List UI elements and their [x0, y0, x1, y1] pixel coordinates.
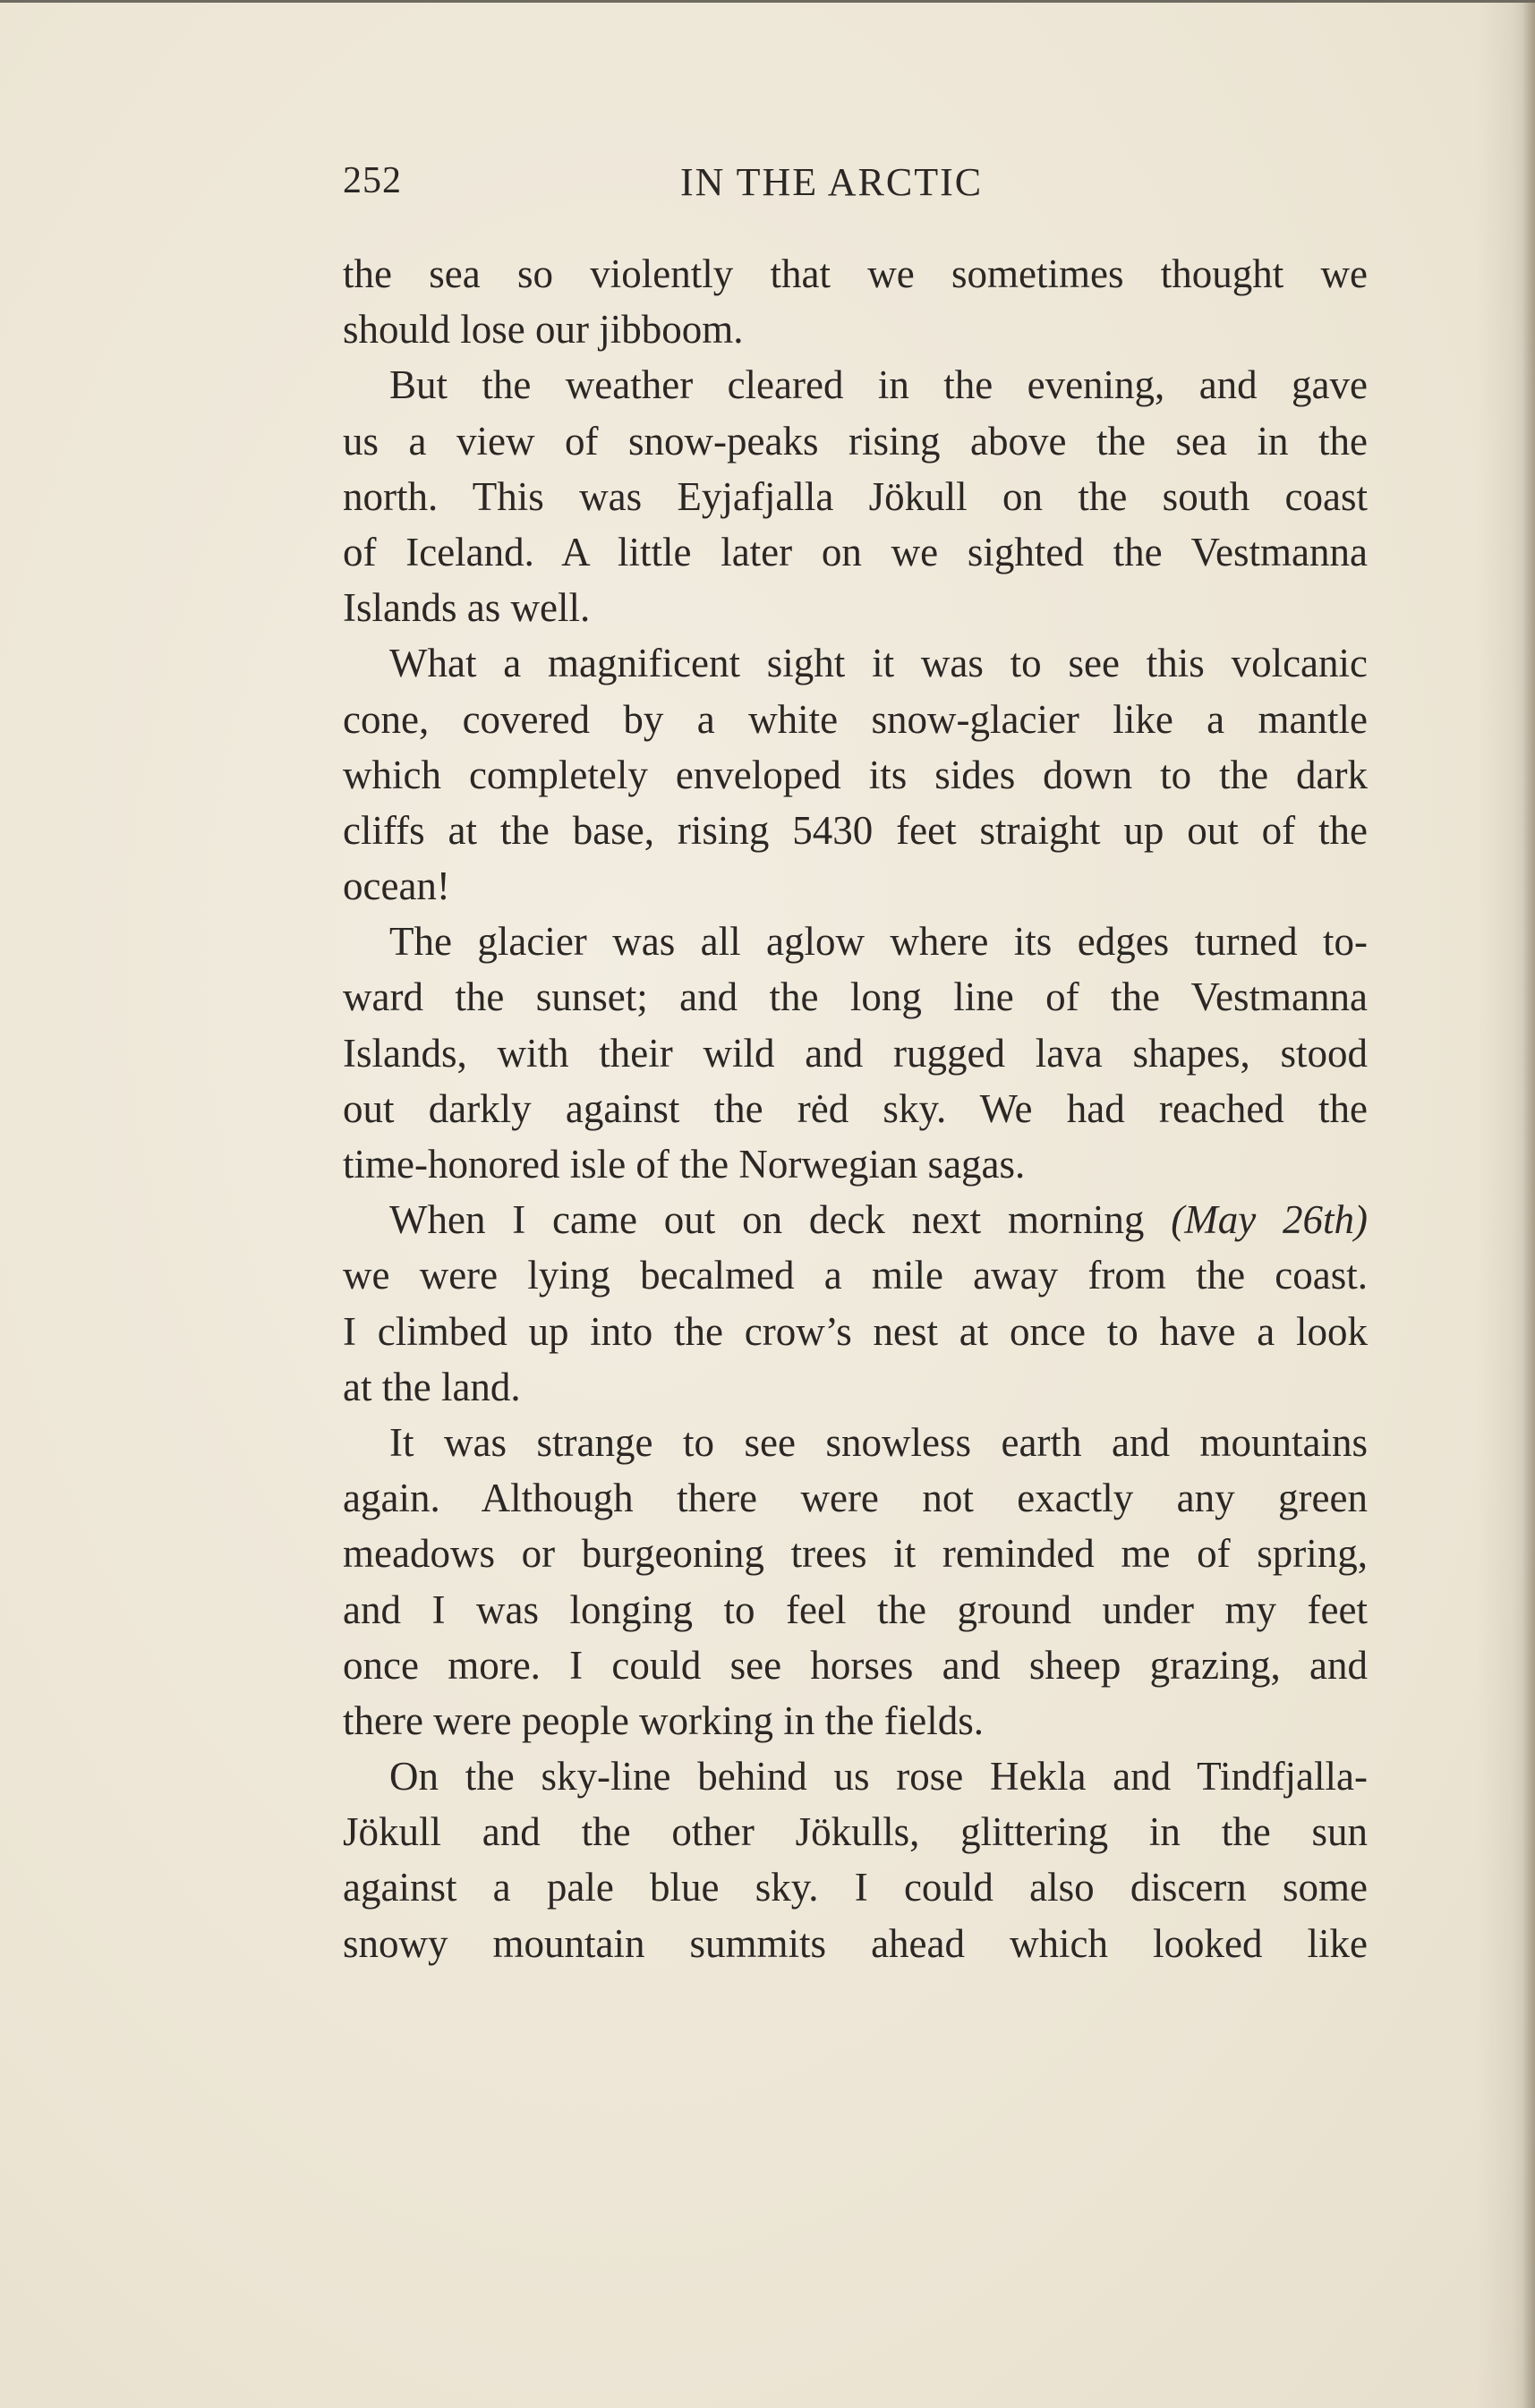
text-line: time-honored isle of the Norwegian sagas. [343, 1142, 1026, 1187]
text-line: us a view of snow-peaks rising above the sea in the [343, 418, 1368, 464]
text-line-with-date [343, 1192, 1368, 1247]
text-line: cliffs at the base, rising 5430 feet straight up out of the [343, 807, 1368, 853]
text-line: The glacier was all aglow where its edges turned to- [389, 919, 1368, 965]
text-line: should lose our jibboom. [343, 307, 744, 353]
running-head [343, 159, 1368, 222]
text-line: and I was longing to feel the ground under my feet [343, 1587, 1368, 1632]
text-line: again. Although there were not exactly any green [343, 1476, 1368, 1521]
text-line: we were lying becalmed a mile away from the coast. [343, 1253, 1368, 1298]
text-line: meadows or burgeoning trees it reminded me of spring, [343, 1531, 1368, 1577]
page-gutter-shadow [1522, 0, 1535, 2408]
text-line: north. This was Eyjafjalla Jökull on the south coast [343, 473, 1368, 519]
text-line: Jökull and the other Jökulls, glittering in the sun [343, 1809, 1368, 1855]
text-line: which completely enveloped its sides down to the dark [343, 752, 1368, 797]
text-line: of Iceland. A little later on we sighted the Vestmanna [343, 529, 1368, 574]
text-line: against a pale blue sky. I could also discern some [343, 1865, 1368, 1910]
text-line: ocean! [343, 864, 450, 909]
text-line: Islands as well. [343, 585, 591, 631]
text-line: It was strange to see snowless earth and mountains [389, 1419, 1368, 1465]
text-line-part: When I came out on deck next morning [389, 1197, 1145, 1243]
text-line: ward the sunset; and the long line of the Vestmanna [343, 974, 1368, 1020]
text-line: Islands, with their wild and rugged lava shapes, stood [343, 1030, 1368, 1076]
text-line: the sea so violently that we sometimes thought we [343, 251, 1368, 296]
text-line: What a magnificent sight it was to see this volcanic [389, 641, 1368, 686]
text-line: But the weather cleared in the evening, and gave [389, 362, 1368, 408]
text-line: I climbed up into the crow’s nest at once to have a look [343, 1308, 1368, 1354]
text-line: at the land. [343, 1364, 521, 1409]
text-line: once more. I could see horses and sheep grazing, and [343, 1642, 1368, 1688]
text-line: there were people working in the fields. [343, 1698, 985, 1743]
text-line: out darkly against the rėd sky. We had reached the [343, 1085, 1368, 1131]
text-line: On the sky-line behind us rose Hekla and Tindfjalla- [389, 1754, 1368, 1800]
italic-date: (May 26th) [1171, 1197, 1368, 1243]
page-number: 252 [343, 160, 402, 201]
text-line: snowy mountain summits ahead which looked like [343, 1920, 1368, 1966]
text-line: cone, covered by a white snow-glacier like a mantle [343, 696, 1368, 742]
running-title: IN THE ARCTIC [680, 160, 984, 204]
top-edge-rule [0, 0, 1535, 3]
body-text [343, 246, 1368, 1971]
